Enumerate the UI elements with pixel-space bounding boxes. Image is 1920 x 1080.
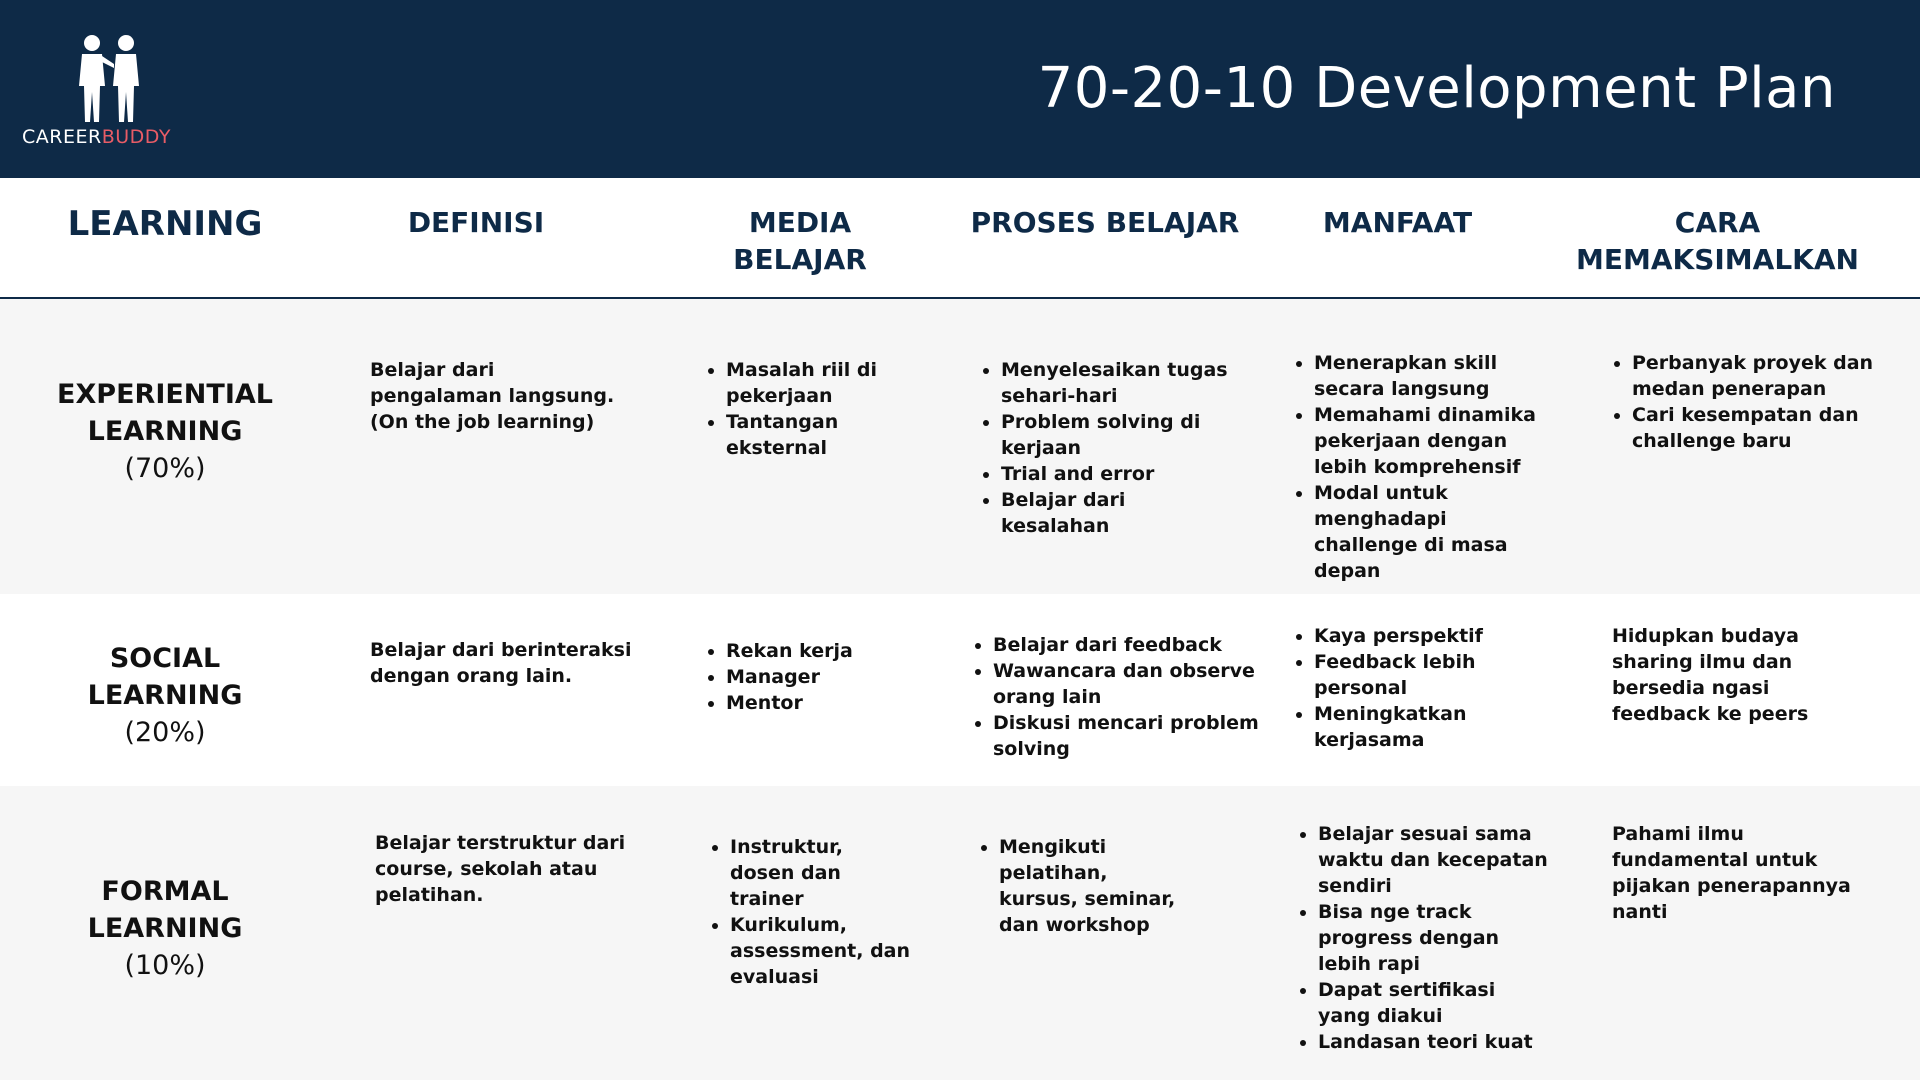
list-item: • Mengikuti pelatihan, kursus, seminar, dan workshop	[999, 834, 1180, 938]
list-item: • Feedback lebih personal	[1314, 649, 1495, 701]
column-header-cara-memaksimalkan	[1560, 204, 1875, 278]
list-item: • Manager	[726, 664, 897, 690]
logo-wordmark	[22, 126, 171, 148]
cell-cara-formal	[1612, 821, 1867, 925]
list-item: • Meningkatkan kerjasama	[1314, 701, 1495, 753]
row-label-line-1: FORMAL	[101, 876, 229, 907]
row-label-percent: (70%)	[124, 453, 206, 484]
list-item: • Memahami dinamika pekerjaan dengan lebih komprehensif	[1314, 402, 1555, 480]
bullet-list	[1299, 821, 1549, 1055]
list-item: • Tantangan eksternal	[726, 409, 897, 461]
list-item: • Instruktur, dosen dan trainer	[730, 834, 911, 912]
cell-manfaat-formal	[1299, 821, 1549, 1055]
column-header-definisi: DEFINISI	[407, 206, 545, 239]
list-item: • Rekan kerja	[726, 638, 897, 664]
column-header-cara-line-1: CARA	[1674, 206, 1761, 239]
row-label-line-2: LEARNING	[87, 416, 243, 447]
list-item: • Menyelesaikan tugas sehari-hari	[1001, 357, 1237, 409]
cell-media-formal	[711, 834, 911, 990]
bullet-list	[1295, 623, 1495, 753]
row-label-line-1: SOCIAL	[109, 643, 221, 674]
row-label-experiential	[40, 376, 290, 487]
definition-line: (On the job learning)	[370, 411, 595, 433]
bullet-list	[707, 357, 897, 461]
header-bar	[0, 0, 1920, 178]
column-header-learning: LEARNING	[67, 204, 263, 244]
list-item: • Kurikulum, assessment, dan evaluasi	[730, 912, 911, 990]
cell-media-social	[707, 638, 897, 716]
two-people-icon	[70, 34, 150, 126]
cell-definisi-social	[370, 637, 640, 689]
cell-manfaat-experiential	[1295, 350, 1555, 584]
list-item: • Diskusi mencari problem solving	[993, 710, 1259, 762]
bullet-list	[1613, 350, 1878, 454]
cell-manfaat-social	[1295, 623, 1495, 753]
row-label-percent: (20%)	[124, 717, 206, 748]
cara-text: Pahami ilmu fundamental untuk pijakan penerapannya nanti	[1612, 823, 1851, 923]
row-label-formal	[40, 873, 290, 984]
bullet-list	[711, 834, 911, 990]
list-item: • Trial and error	[1001, 461, 1237, 487]
list-item: • Perbanyak proyek dan medan penerapan	[1632, 350, 1878, 402]
bullet-list	[980, 834, 1180, 938]
cell-proses-experiential	[982, 357, 1237, 539]
bullet-list	[974, 632, 1259, 762]
cell-proses-formal	[980, 834, 1180, 938]
column-header-cara-line-2: MEMAKSIMALKAN	[1576, 243, 1859, 276]
list-item: • Belajar dari kesalahan	[1001, 487, 1237, 539]
bullet-list	[1295, 350, 1555, 584]
definition-line: pengalaman langsung.	[370, 385, 615, 407]
logo-text-buddy: BUDDY	[101, 126, 171, 148]
cell-proses-social	[974, 632, 1259, 762]
list-item: • Kaya perspektif	[1314, 623, 1495, 649]
list-item: • Problem solving di kerjaan	[1001, 409, 1237, 461]
definition-line: Belajar dari	[370, 359, 495, 381]
bullet-list	[982, 357, 1237, 539]
column-header-proses-belajar: PROSES BELAJAR	[970, 206, 1240, 239]
definition-text: Belajar terstruktur dari course, sekolah atau pelatihan.	[375, 832, 626, 906]
row-label-line-2: LEARNING	[87, 913, 243, 944]
list-item: • Menerapkan skill secara langsung	[1314, 350, 1555, 402]
header-divider	[0, 297, 1920, 299]
career-buddy-logo	[22, 30, 212, 150]
row-label-line-1: EXPERIENTIAL	[57, 379, 273, 410]
column-header-media-belajar: MEDIA BELAJAR	[733, 206, 867, 276]
list-item: • Bisa nge track progress dengan lebih rapi	[1318, 899, 1549, 977]
cell-definisi-experiential	[370, 357, 640, 435]
list-item: • Mentor	[726, 690, 897, 716]
column-header-manfaat: MANFAAT	[1322, 206, 1473, 239]
list-item: • Masalah riil di pekerjaan	[726, 357, 897, 409]
list-item: • Modal untuk menghadapi challenge di masa depan	[1314, 480, 1555, 584]
row-label-percent: (10%)	[124, 950, 206, 981]
cell-cara-experiential	[1613, 350, 1878, 454]
cell-definisi-formal	[375, 830, 640, 908]
logo-text-career: CAREER	[22, 126, 102, 148]
row-label-line-2: LEARNING	[87, 680, 243, 711]
cara-text: Hidupkan budaya sharing ilmu dan bersedia ngasi feedback ke peers	[1612, 625, 1809, 725]
bullet-list	[707, 638, 897, 716]
page-title: 70-20-10 Development Plan	[1037, 56, 1836, 121]
cell-cara-social	[1612, 623, 1872, 727]
definition-text: Belajar dari berinteraksi dengan orang lain.	[370, 639, 632, 687]
list-item: • Belajar sesuai sama waktu dan kecepatan sendiri	[1318, 821, 1549, 899]
list-item: • Dapat sertifikasi yang diakui	[1318, 977, 1549, 1029]
list-item: • Landasan teori kuat	[1318, 1029, 1549, 1055]
list-item: • Wawancara dan observe orang lain	[993, 658, 1259, 710]
cell-media-experiential	[707, 357, 897, 461]
row-label-social	[40, 640, 290, 751]
list-item: • Belajar dari feedback	[993, 632, 1259, 658]
list-item: • Cari kesempatan dan challenge baru	[1632, 402, 1878, 454]
